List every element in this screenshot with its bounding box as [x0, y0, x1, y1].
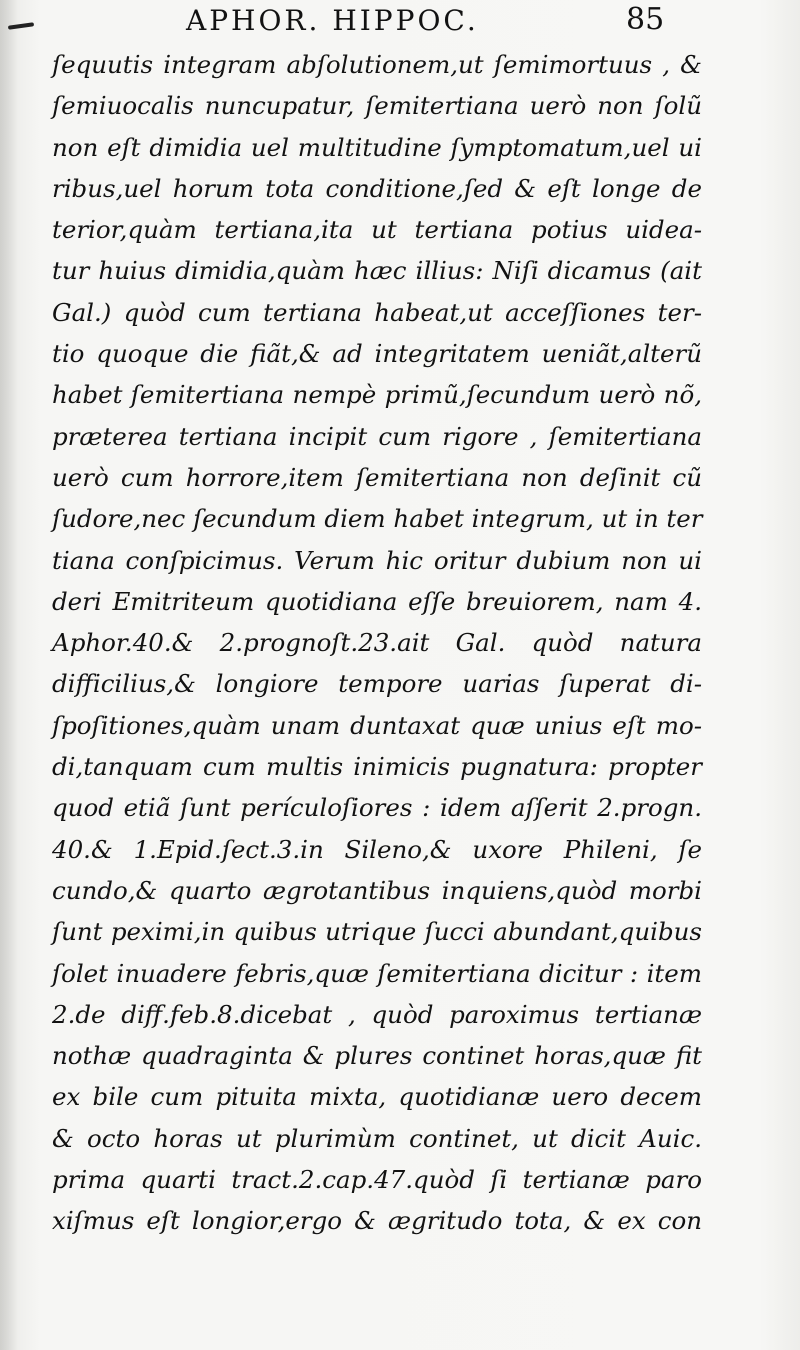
text-line: habet ſemitertiana nempè primũ,ſecundum uerò nõ, — [52, 380, 702, 410]
text-line: ſolet inuadere febris,quæ ſemitertiana dicitur : item — [52, 958, 702, 988]
text-line: præterea tertiana incipit cum rigore , ſemitertiana — [52, 421, 702, 451]
page-gutter-shadow — [0, 0, 18, 1350]
text-line: ex bile cum pituita mixta, quotidianæ uero decem — [52, 1082, 702, 1112]
text-line: terior,quàm tertiana,ita ut tertiana potius uidea- — [52, 215, 702, 245]
text-line: non eſt dimidia uel multitudine ſymptomatum,uel ui — [52, 132, 702, 162]
text-line: ſudore,nec ſecundum diem habet integrum, ut in ter — [52, 504, 703, 534]
text-line: Aphor.40.& 2.prognoſt.23.ait Gal. quòd natura — [52, 628, 702, 658]
text-line: difficilius,& longiore tempore uarias ſuperat di- — [52, 669, 702, 699]
text-line: ſpoſitiones,quàm unam duntaxat quæ unius eſt mo- — [52, 710, 702, 740]
body-text — [52, 44, 702, 1242]
running-title: APHOR. HIPPOC. — [186, 4, 479, 37]
text-line: & octo horas ut plurimùm continet, ut dicit Auic. — [52, 1123, 702, 1153]
text-line: deri Emitriteum quotidiana eſſe breuiorem, nam 4. — [52, 586, 702, 616]
text-line: quod etiã ſunt perículoſiores : idem aſſerit 2.progn. — [52, 793, 702, 823]
text-line: tio quoque die fiãt,& ad integritatem ueniãt,alterũ — [52, 339, 702, 369]
text-line: nothæ quadraginta & plures continet horas,quæ fit — [52, 1041, 702, 1071]
text-line: ſunt peximi,in quibus utrique ſucci abundant,quibus — [52, 917, 702, 947]
running-head — [0, 0, 800, 44]
text-line: cundo,& quarto ægrotantibus inquiens,quòd morbi — [52, 875, 702, 905]
text-line: xiſmus eſt longior,ergo & ægritudo tota, & ex con — [52, 1206, 702, 1236]
text-line: Gal.) quòd cum tertiana habeat,ut acceſſiones ter- — [52, 297, 702, 327]
page-number: 85 — [626, 2, 665, 37]
text-line: uerò cum horrore,item ſemitertiana non deſinit cũ — [52, 462, 702, 492]
text-line: tur huius dimidia,quàm hæc illius: Niſi dicamus (ait — [52, 256, 702, 286]
text-line: ribus,uel horum tota conditione,ſed & eſt longe de — [52, 173, 702, 203]
text-line: 40.& 1.Epid.ſect.3.in Sileno,& uxore Phileni, ſe — [52, 834, 702, 864]
text-line: ſequutis integram abſolutionem,ut ſemimortuus , & — [52, 50, 702, 79]
text-line: tiana conſpicimus. Verum hic oritur dubium non ui — [52, 545, 702, 575]
text-line: ſemiuocalis nuncupatur, ſemitertiana uerò non ſolũ — [52, 91, 702, 121]
text-line: di,tanquam cum multis inimicis pugnatura: propter — [52, 752, 702, 782]
text-line: 2.de diff.feb.8.dicebat , quòd paroximus tertianæ — [52, 999, 702, 1029]
text-line: prima quarti tract.2.cap.47.quòd ſi tertianæ paro — [52, 1165, 702, 1195]
